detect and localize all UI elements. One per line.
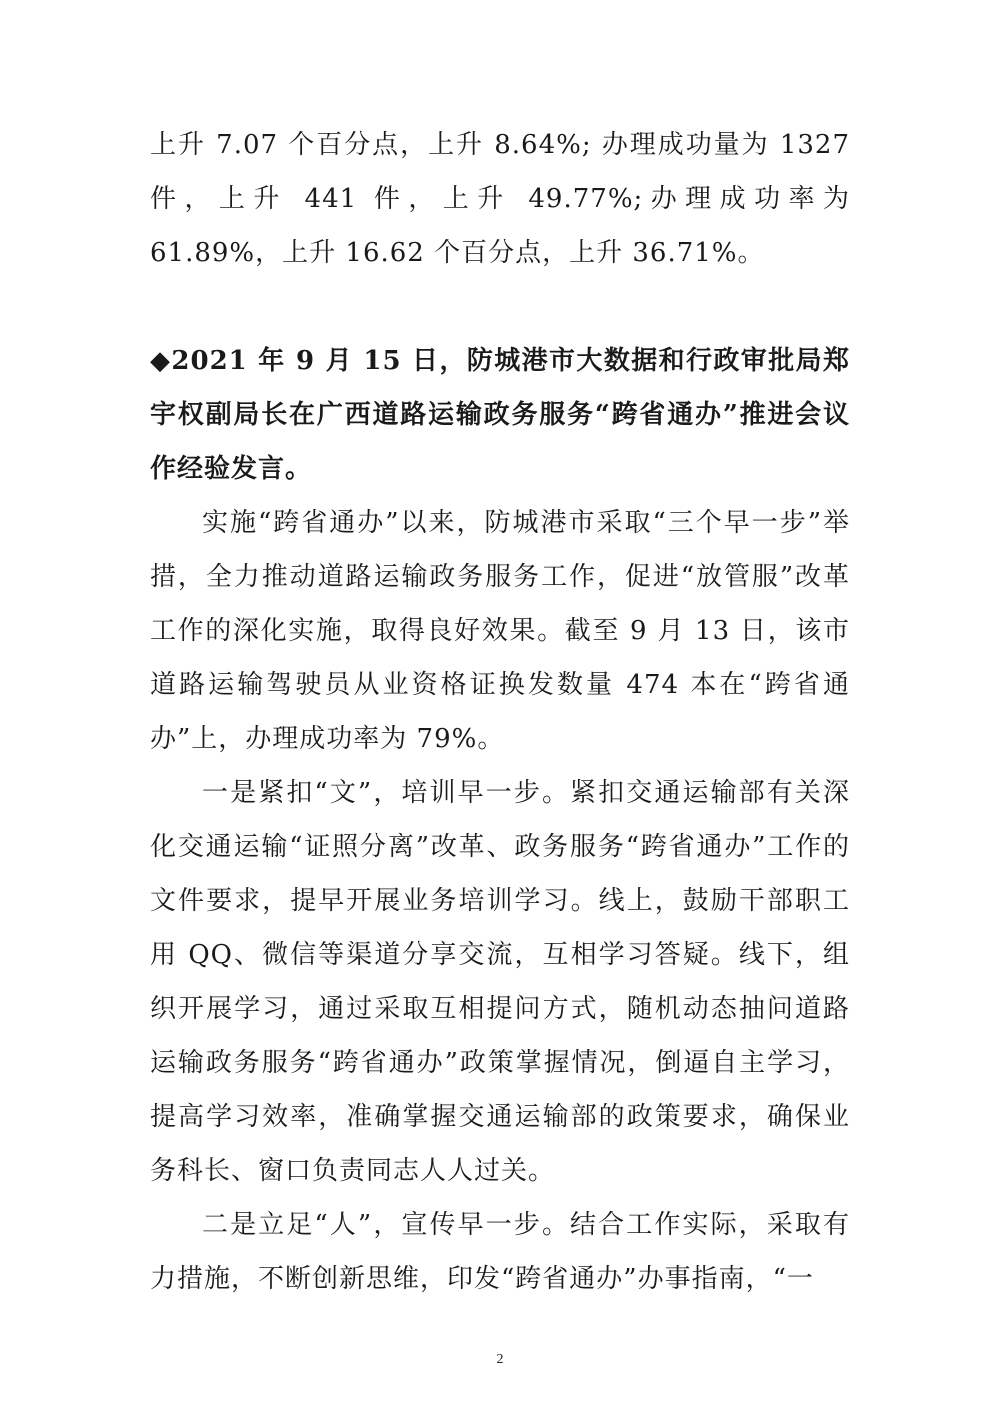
page-number: 2 [496,1352,504,1367]
continuation-text-block [150,118,850,280]
continuation-paragraph: 上升 7.07 个百分点，上升 8.64%; 办理成功量为 1327 件，上升 441 件，上升 49.77%;办理成功率为 61.89%，上升 16.62 个百分点，上升 36.71%。 [150,130,850,268]
news-heading-block [150,334,850,496]
body-paragraph: 二是立足“人”，宣传早一步。结合工作实际，采取有力措施，不断创新思维，印发“跨省通办”办事指南，“一 [150,1210,850,1294]
body-text-block [150,496,850,1306]
news-heading: ◆2021 年 9 月 15 日，防城港市大数据和行政审批局郑宇权副局长在广西道路运输政务服务“跨省通办”推进会议作经验发言。 [150,346,850,484]
body-paragraph: 一是紧扣“文”，培训早一步。紧扣交通运输部有关深化交通运输“证照分离”改革、政务服务“跨省通办”工作的文件要求，提早开展业务培训学习。线上，鼓励干部职工用 QQ、微信等渠道分享交流，互相学习答疑。线下，组织开展学习，通过采取互相提问方式，随机动态抽问道路运输政务服务“跨省通办”政策掌握情况，倒逼自主学习，提高学习效率，准确掌握交通运输部的政策要求，确保业务科长、窗口负责同志人人过关。 [150,778,850,1186]
body-paragraph: 实施“跨省通办”以来，防城港市采取“三个早一步”举措，全力推动道路运输政务服务工作，促进“放管服”改革工作的深化实施，取得良好效果。截至 9 月 13 日，该市道路运输驾驶员从业资格证换发数量 474 本在“跨省通办”上，办理成功率为 79%。 [150,508,850,754]
